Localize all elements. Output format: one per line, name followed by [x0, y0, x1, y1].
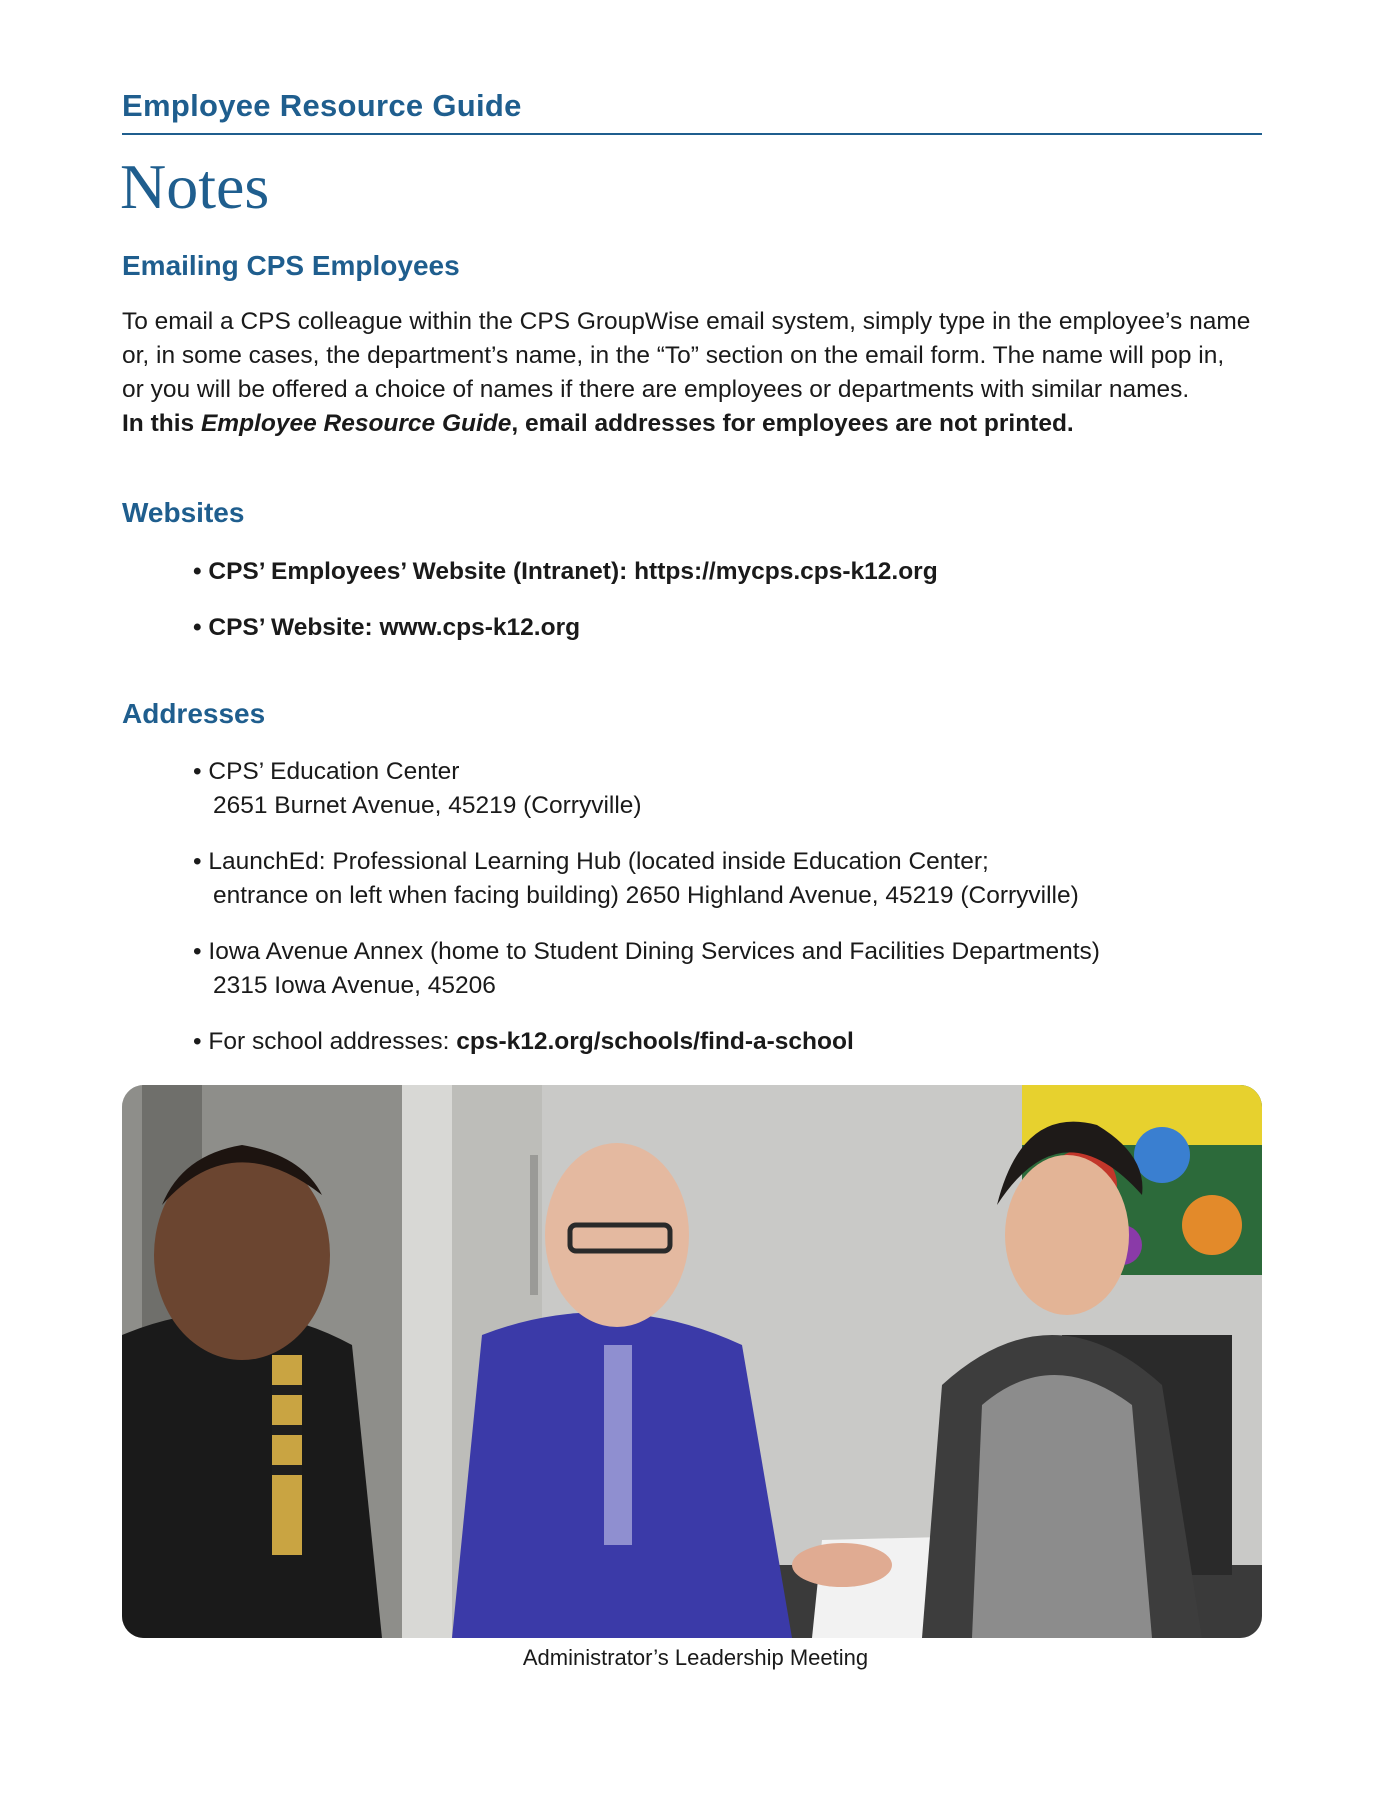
email-paragraph-line: or, in some cases, the department’s name, in the “To” section on the email form. The name will pop in, [122, 342, 1225, 369]
photo-caption: Administrator’s Leadership Meeting [522, 1645, 869, 1670]
email-note [122, 407, 1262, 441]
address-name: • LaunchEd: Professional Learning Hub (located inside Education Center; [193, 848, 989, 875]
email-note-prefix: In this [122, 410, 201, 437]
address-name: • CPS’ Education Center [193, 758, 460, 785]
website-item-intranet[interactable]: • CPS’ Employees’ Website (Intranet): https://mycps.cps-k12.org [193, 558, 938, 585]
email-paragraph-line: To email a CPS colleague within the CPS GroupWise email system, simply type in the employee’s name [122, 308, 1251, 335]
email-note-suffix: , email addresses for employees are not printed. [511, 410, 1074, 437]
address-item-education-center [193, 755, 642, 823]
email-paragraph [122, 305, 1262, 441]
address-item-launched-hub [193, 845, 1079, 913]
email-paragraph-line: or you will be offered a choice of names if there are employees or departments with similar names. [122, 376, 1190, 403]
email-note-guide-title: Employee Resource Guide [200, 410, 512, 437]
address-name: • Iowa Avenue Annex (home to Student Dining Services and Facilities Departments) [193, 938, 1100, 965]
website-item-public[interactable]: • CPS’ Website: www.cps-k12.org [193, 614, 581, 641]
address-street: entrance on left when facing building) 2650 Highland Avenue, 45219 (Corryville) [213, 882, 1079, 909]
meeting-photo [122, 1085, 1262, 1638]
address-street: 2315 Iowa Avenue, 45206 [213, 972, 496, 999]
header-title: Employee Resource Guide [122, 88, 522, 123]
find-a-school-link[interactable]: cps-k12.org/schools/find-a-school [456, 1028, 854, 1055]
school-address-prefix: • For school addresses: [193, 1028, 457, 1055]
page-title: Notes [120, 151, 270, 222]
addresses-section-heading: Addresses [122, 698, 266, 729]
address-item-schools [193, 1025, 854, 1059]
email-section-heading: Emailing CPS Employees [122, 250, 460, 281]
address-item-iowa-annex [193, 935, 1100, 1003]
header-rule [122, 133, 1262, 135]
websites-section-heading: Websites [122, 497, 245, 528]
address-street: 2651 Burnet Avenue, 45219 (Corryville) [213, 792, 642, 819]
